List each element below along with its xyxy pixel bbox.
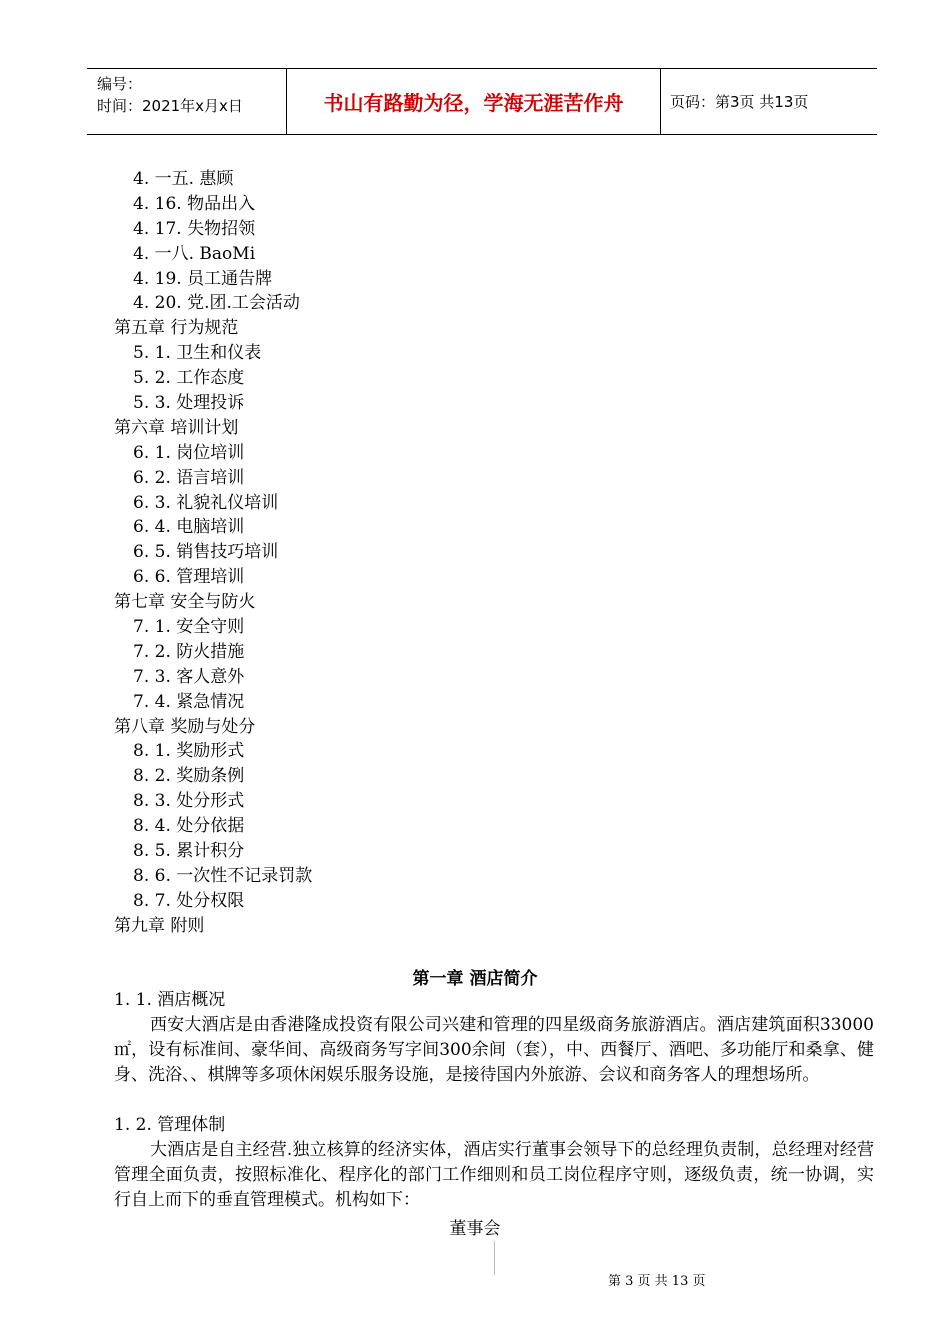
toc-subentry: 8. 1. 奖励形式 <box>133 741 245 762</box>
section-1-1 <box>114 988 874 1088</box>
toc-subentry: 7. 3. 客人意外 <box>133 666 245 687</box>
section-paragraph: 大酒店是自主经营.独立核算的经济实体，酒店实行董事会领导下的总经理负责制，总经理对经营管理全面负责，按照标准化、程序化的部门工作细则和员工岗位程序守则，逐级负责，统一协调，实行自上而下的垂直管理模式。机构如下： <box>114 1140 874 1210</box>
section-paragraph: 西安大酒店是由香港隆成投资有限公司兴建和管理的四星级商务旅游酒店。酒店建筑面积33000㎡，设有标准间、豪华间、高级商务写字间300余间（套），中、西餐厅、酒吧、多功能厅和桑拿、健身、洗浴、、棋牌等多项休闲娱乐服务设施，是接待国内外旅游、会议和商务客人的理想场所。 <box>114 1015 874 1085</box>
toc-subentry: 4. 一八. BaoMi <box>133 243 256 264</box>
org-chart-top-node: 董事会 <box>449 1219 501 1239</box>
toc-subentry: 6. 6. 管理培训 <box>133 567 245 588</box>
toc-subentry: 4. 20. 党.团.工会活动 <box>133 293 300 314</box>
document-time: 时间：2021年x月x日 <box>97 97 243 115</box>
toc-chapter-entry: 第六章 培训计划 <box>114 417 239 438</box>
toc-subentry: 4. 16. 物品出入 <box>133 193 256 214</box>
toc-subentry: 6. 5. 销售技巧培训 <box>133 542 279 563</box>
toc-subentry: 5. 2. 工作态度 <box>133 368 245 389</box>
header-meta <box>87 69 287 134</box>
header-motto: 书山有路勤为径，学海无涯苦作舟 <box>287 69 661 134</box>
toc-subentry: 8. 7. 处分权限 <box>133 890 245 911</box>
page-header <box>87 68 877 135</box>
toc-subentry: 5. 3. 处理投诉 <box>133 393 245 414</box>
toc-subentry: 8. 2. 奖励条例 <box>133 766 245 787</box>
header-page-info: 页码：第3页 共13页 <box>670 93 809 111</box>
org-chart-connector <box>494 1241 495 1275</box>
toc-subentry: 6. 1. 岗位培训 <box>133 442 245 463</box>
toc-subentry: 8. 6. 一次性不记录罚款 <box>133 865 313 886</box>
toc-chapter-entry: 第八章 奖励与处分 <box>114 716 256 737</box>
toc-subentry: 7. 4. 紧急情况 <box>133 691 245 712</box>
toc-subentry: 4. 19. 员工通告牌 <box>133 268 273 289</box>
table-of-contents <box>114 167 312 939</box>
page-footer: 第 3 页 共 13 页 <box>608 1274 706 1289</box>
toc-chapter-entry: 第九章 附则 <box>114 915 205 936</box>
toc-subentry: 8. 4. 处分依据 <box>133 816 245 837</box>
toc-chapter-entry: 第五章 行为规范 <box>114 318 239 339</box>
document-number: 编号： <box>97 75 143 93</box>
toc-chapter-entry: 第七章 安全与防火 <box>114 592 256 613</box>
toc-subentry: 7. 1. 安全守则 <box>133 617 245 638</box>
toc-subentry: 6. 4. 电脑培训 <box>133 517 245 538</box>
toc-subentry: 4. 17. 失物招领 <box>133 218 256 239</box>
toc-subentry: 7. 2. 防火措施 <box>133 641 245 662</box>
section-heading: 1. 1. 酒店概况 <box>114 990 226 1010</box>
toc-subentry: 4. 一五. 惠顾 <box>133 169 234 189</box>
toc-subentry: 5. 1. 卫生和仪表 <box>133 343 262 364</box>
toc-subentry: 8. 5. 累计积分 <box>133 841 245 862</box>
section-1-2 <box>114 1113 874 1213</box>
toc-subentry: 8. 3. 处分形式 <box>133 791 245 812</box>
toc-subentry: 6. 3. 礼貌礼仪培训 <box>133 492 279 513</box>
toc-subentry: 6. 2. 语言培训 <box>133 467 245 488</box>
section-heading: 1. 2. 管理体制 <box>114 1115 226 1135</box>
chapter-title: 第一章 酒店简介 <box>412 969 538 989</box>
